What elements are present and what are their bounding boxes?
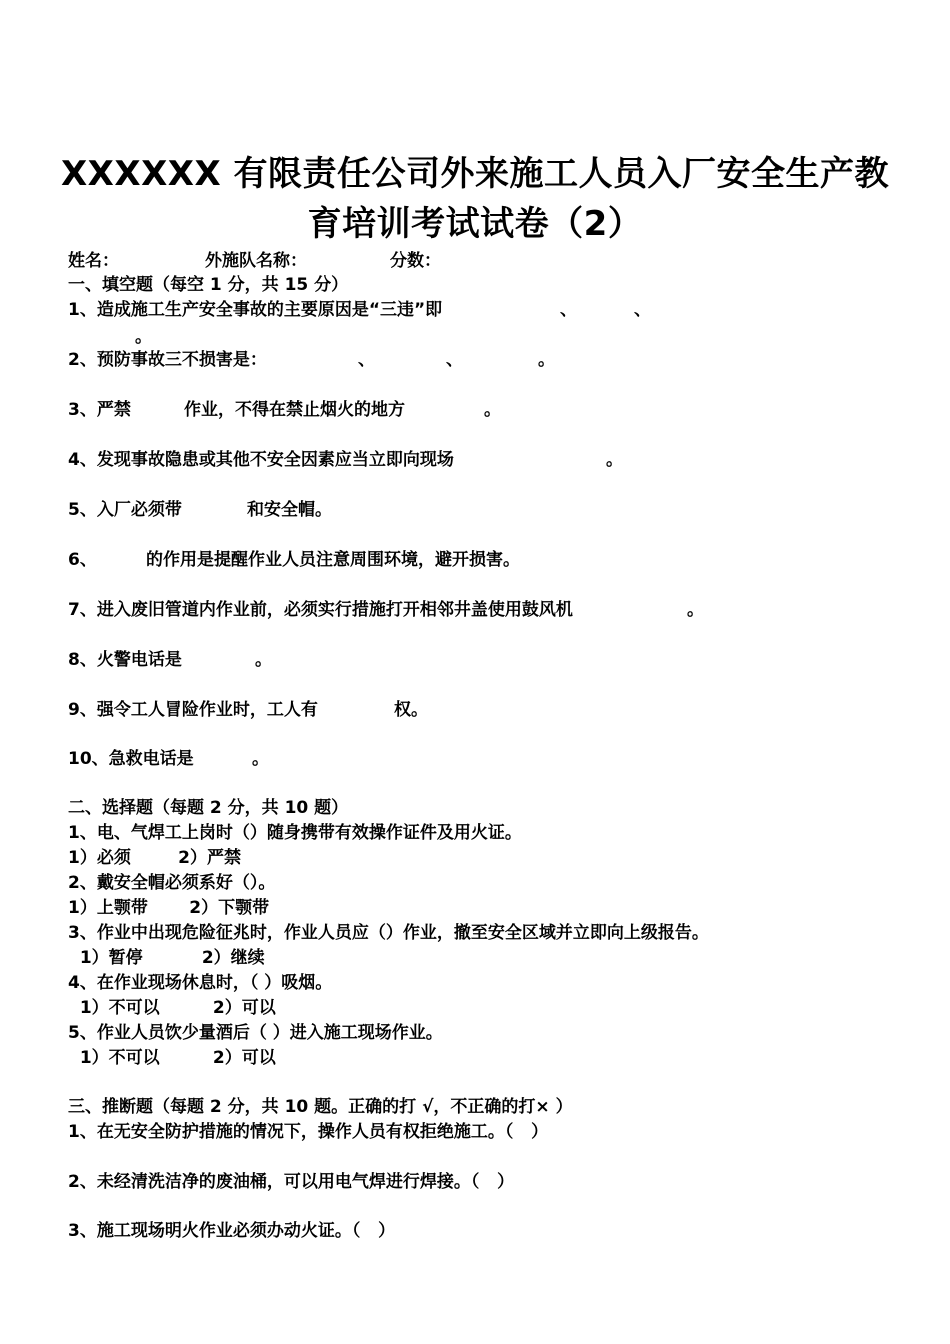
s3-question-2: 2、未经清洗洁净的废油桶，可以用电气焊进行焊接。（ ）: [68, 1172, 515, 1192]
s1-q1-separator: 、: [634, 300, 651, 320]
s1-q10-end: 。: [252, 749, 269, 769]
s2-line: 5、作业人员饮少量酒后（ ）进入施工现场作业。: [68, 1023, 443, 1043]
s1-q1-separator: 、: [560, 300, 577, 320]
section1-header: 一、填空题（每空 1 分，共 15 分）: [68, 275, 349, 295]
s1-question-4: 4、发现事故隐患或其他不安全因素应当立即向现场: [68, 450, 454, 470]
s1-q8-end: 。: [255, 650, 272, 670]
s1-question-2: 2、预防事故三不损害是：: [68, 350, 267, 370]
section3-header: 三、推断题（每题 2 分，共 10 题。正确的打 √，不正确的打× ）: [68, 1097, 573, 1117]
name-label: 姓名：: [68, 251, 119, 271]
s1-q2-separator: 、: [446, 350, 463, 370]
s2-line: 1）不可以 2）可以: [68, 998, 276, 1018]
s2-line: 1）不可以 2）可以: [68, 1048, 276, 1068]
s1-q2-end: 。: [538, 350, 555, 370]
s1-question-5a: 5、入厂必须带: [68, 500, 182, 520]
section2-header: 二、选择题（每题 2 分，共 10 题）: [68, 798, 349, 818]
page-title-line2: 育培训考试试卷（2）: [307, 204, 643, 244]
score-label: 分数：: [390, 251, 441, 271]
s2-line: 3、作业中出现危险征兆时，作业人员应（）作业，撤至安全区域并立即向上级报告。: [68, 923, 709, 943]
s1-question-5b: 和安全帽。: [247, 500, 332, 520]
page-title-line1: XXXXXX 有限责任公司外来施工人员入厂安全生产教: [60, 154, 890, 194]
s2-line: 2、戴安全帽必须系好（）。: [68, 873, 276, 893]
s2-line: 4、在作业现场休息时，（ ）吸烟。: [68, 973, 333, 993]
s1-question-3a: 3、严禁: [68, 400, 131, 420]
s1-q7-end: 。: [687, 600, 704, 620]
s2-line: 1、电、气焊工上岗时（）随身携带有效操作证件及用火证。: [68, 823, 522, 843]
s1-question-7: 7、进入废旧管道内作业前，必须实行措施打开相邻井盖使用鼓风机: [68, 600, 573, 620]
s1-question-9a: 9、强令工人冒险作业时，工人有: [68, 700, 318, 720]
team-label: 外施队名称：: [205, 251, 307, 271]
s1-question-8: 8、火警电话是: [68, 650, 182, 670]
s1-question-1: 1、造成施工生产安全事故的主要原因是“三违”即: [68, 300, 443, 320]
s3-question-3: 3、施工现场明火作业必须办动火证。（ ）: [68, 1221, 396, 1241]
s2-line: 1）必须 2）严禁: [68, 848, 242, 868]
s1-q2-separator: 、: [358, 350, 375, 370]
s1-question-10: 10、急救电话是: [68, 749, 194, 769]
s1-question-9b: 权。: [394, 700, 428, 720]
s3-question-1: 1、在无安全防护措施的情况下，操作人员有权拒绝施工。（ ）: [68, 1122, 549, 1142]
s2-line: 1）上颚带 2）下颚带: [68, 898, 270, 918]
s1-question-3b: 作业，不得在禁止烟火的地方: [184, 400, 405, 420]
s1-q1-end: 。: [135, 327, 152, 347]
s1-question-6a: 6、: [68, 550, 97, 570]
s1-q3-end: 。: [484, 400, 501, 420]
s1-question-6b: 的作用是提醒作业人员注意周围环境，避开损害。: [146, 550, 520, 570]
s2-line: 1）暂停 2）继续: [68, 948, 265, 968]
s1-q4-end: 。: [606, 450, 623, 470]
